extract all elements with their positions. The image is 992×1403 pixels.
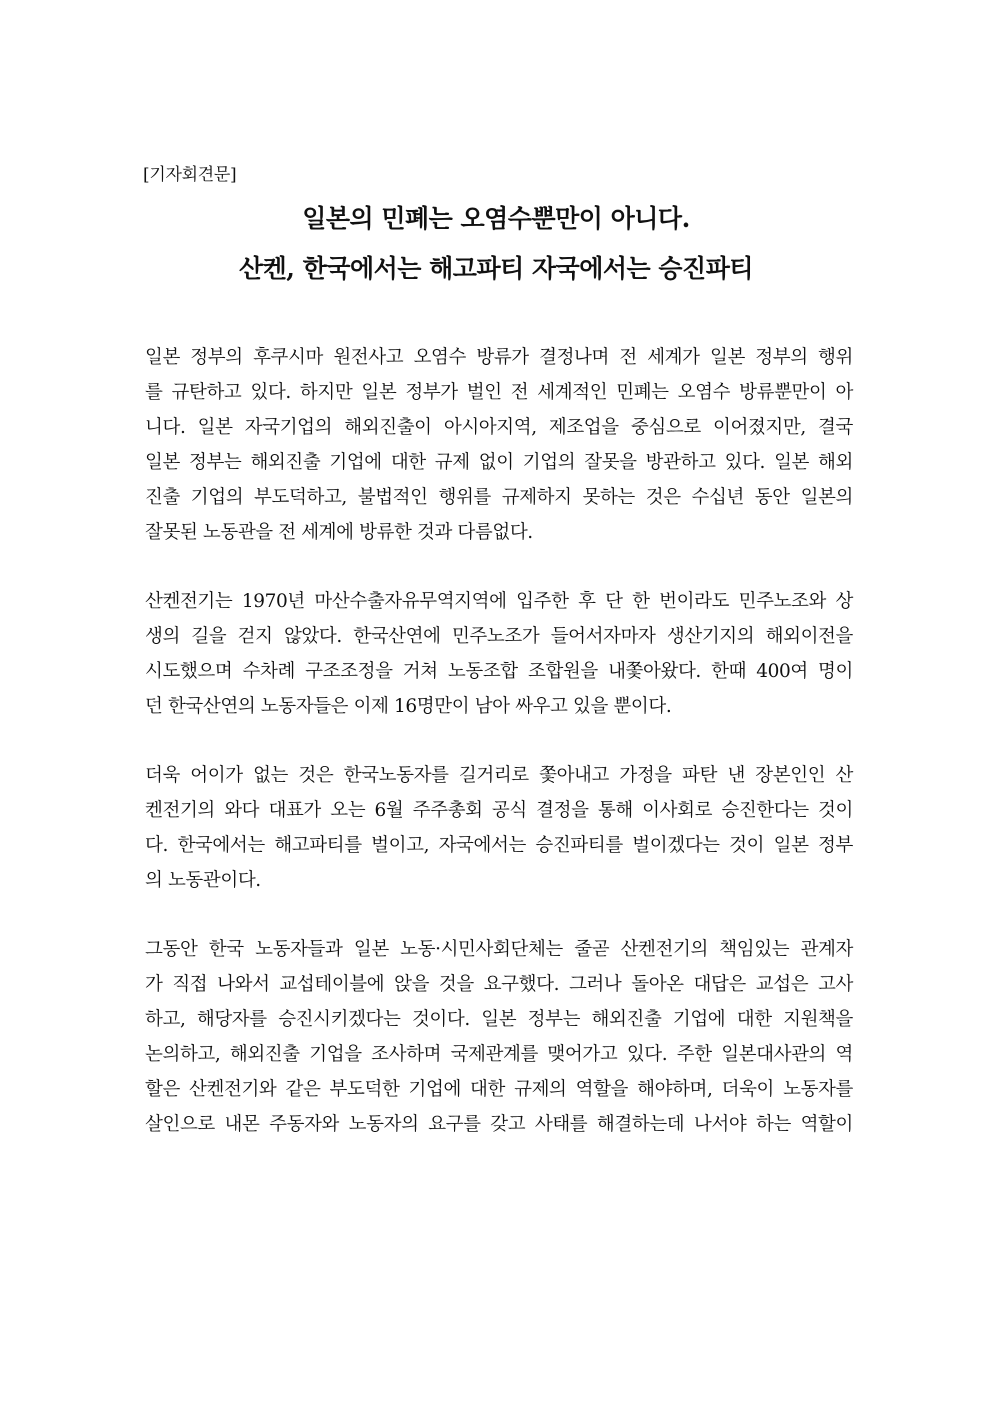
paragraph-2 [145,584,853,724]
paragraph-line: 켄전기의 와다 대표가 오는 6월 주주총회 공식 결정을 통해 이사회로 승진한다는 것이 [145,800,853,821]
paragraph-line: 진출 기업의 부도덕하고, 불법적인 행위를 규제하지 못하는 것은 수십년 동안 일본의 [145,487,853,508]
title-line-1: 일본의 민폐는 오염수뿐만이 아니다. [302,204,690,233]
paragraph-line: 산켄전기는 1970년 마산수출자유무역지역에 입주한 후 단 한 번이라도 민주노조와 상 [145,591,853,612]
paragraph-line: 를 규탄하고 있다. 하지만 일본 정부가 벌인 전 세계적인 민폐는 오염수 방류뿐만이 아 [145,382,853,403]
paragraph-1 [145,340,853,550]
paragraph-line: 시도했으며 수차례 구조조정을 거쳐 노동조합 조합원을 내쫓아왔다. 한때 400여 명이 [145,661,853,682]
document-body [145,340,853,1176]
paragraph-line: 더욱 어이가 없는 것은 한국노동자를 길거리로 쫓아내고 가정을 파탄 낸 장본인인 산 [145,765,853,786]
paragraph-4 [145,932,853,1142]
paragraph-line: 하고, 해당자를 승진시키겠다는 것이다. 일본 정부는 해외진출 기업에 대한 지원책을 [145,1009,853,1030]
paragraph-line: 던 한국산연의 노동자들은 이제 16명만이 남아 싸우고 있을 뿐이다. [145,696,672,717]
paragraph-line: 일본 정부의 후쿠시마 원전사고 오염수 방류가 결정나며 전 세계가 일본 정부의 행위 [145,347,853,368]
paragraph-line: 생의 길을 걷지 않았다. 한국산연에 민주노조가 들어서자마자 생산기지의 해외이전을 [145,626,853,647]
paragraph-3 [145,758,853,898]
paragraph-line: 일본 정부는 해외진출 기업에 대한 규제 없이 기업의 잘못을 방관하고 있다. 일본 해외 [145,452,853,473]
paragraph-line: 할은 산켄전기와 같은 부도덕한 기업에 대한 규제의 역할을 해야하며, 더욱이 노동자를 [145,1079,853,1100]
paragraph-line: 니다. 일본 자국기업의 해외진출이 아시아지역, 제조업을 중심으로 이어졌지만, 결국 [145,417,853,438]
paragraph-line: 다. 한국에서는 해고파티를 벌이고, 자국에서는 승진파티를 벌이겠다는 것이 일본 정부 [145,835,853,856]
title-line-2: 산켄, 한국에서는 해고파티 자국에서는 승진파티 [238,254,754,283]
document-label: [기자회견문] [143,165,237,185]
paragraph-line: 잘못된 노동관을 전 세계에 방류한 것과 다름없다. [145,522,533,543]
paragraph-line: 가 직접 나와서 교섭테이블에 앉을 것을 요구했다. 그러나 돌아온 대답은 교섭은 고사 [145,974,853,995]
paragraph-line: 그동안 한국 노동자들과 일본 노동·시민사회단체는 줄곧 산켄전기의 책임있는 관계자 [145,939,853,960]
paragraph-line: 의 노동관이다. [145,870,261,891]
document-title [100,194,892,294]
paragraph-line: 논의하고, 해외진출 기업을 조사하며 국제관계를 맺어가고 있다. 주한 일본대사관의 역 [145,1044,853,1065]
paragraph-line: 살인으로 내몬 주동자와 노동자의 요구를 갖고 사태를 해결하는데 나서야 하는 역할이 [145,1114,853,1135]
